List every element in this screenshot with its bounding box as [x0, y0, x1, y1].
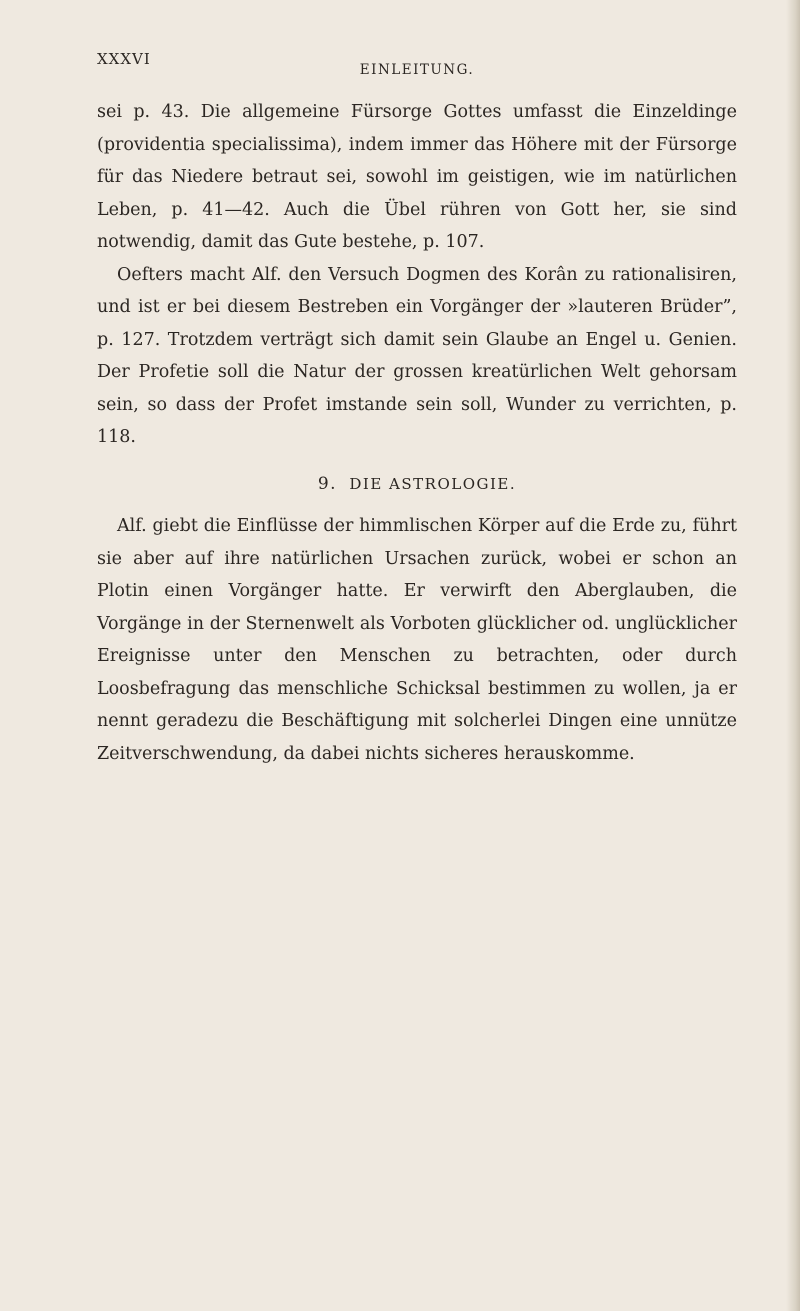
section-title: DIE ASTROLOGIE. [349, 474, 517, 493]
running-head [97, 50, 737, 80]
paragraph-koran: Oefters macht Alf. den Versuch Dogmen des Korân zu rationalisiren, und ist er bei diesem Bestreben ein Vorgänger der »lauteren Brüder”, p. 127. Trotzdem verträgt sich damit sein Glaube an Engel u. Genien. Der Profetie soll die Natur der grossen kreatürlichen Welt gehorsam sein, so dass der Profet imstande sein soll, Wunder zu verrichten, p. 118. [97, 264, 737, 447]
page-edge-shadow [786, 0, 800, 1311]
running-title: EINLEITUNG. [359, 62, 475, 78]
paragraph-continued: sei p. 43. Die allgemeine Fürsorge Gottes umfasst die Einzeldinge (providentia specialissima), indem immer das Höhere mit der Fürsorge für das Niedere betraut sei, sowohl im geistigen, wie im natürlichen Leben, p. 41—42. Auch die Übel rühren von Gott her, sie sind notwendig, damit das Gute bestehe, p. 107. [97, 102, 737, 252]
page-number: XXXVI [97, 50, 151, 68]
section-number: 9. [317, 473, 338, 494]
paragraph-astrologie: Alf. giebt die Einflüsse der himmlischen Körper auf die Erde zu, führt sie aber auf ihre natürlichen Ursachen zurück, wobei er schon an Plotin einen Vorgänger hatte. Er verwirft den Aberglauben, die Vorgänge in der Sternenwelt als Vorboten glücklicher od. unglücklicher Ereignisse unter den Menschen zu betrachten, oder durch Loosbefragung das menschliche Schicksal bestimmen zu wollen, ja er nennt geradezu die Beschäftigung mit solcherlei Dingen eine unnütze Zeitverschwendung, da dabei nichts sicheres herauskomme. [97, 516, 737, 764]
section-heading [97, 468, 737, 501]
body-text [97, 96, 737, 770]
